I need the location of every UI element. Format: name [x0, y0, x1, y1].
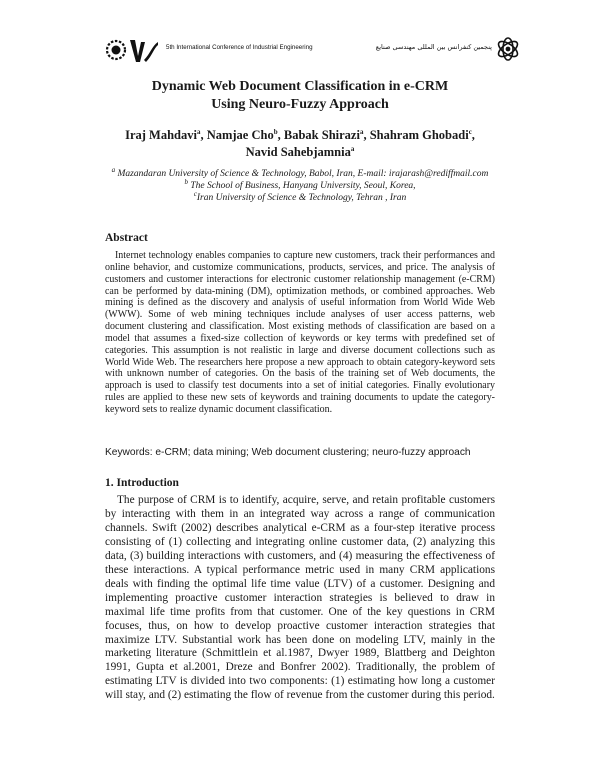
affiliation-a: $^a$ Mazandaran University of Science & Technology, Babol, Iran, E-mail: irajarash@rediffmail.com	[111, 165, 489, 179]
paper-title-line-1: Dynamic Web Document Classification in e-CRM	[151, 79, 449, 94]
conference-logo-icon	[104, 36, 160, 64]
author-name: Namjae Cho	[206, 128, 274, 142]
author-name: Navid Sahebjamnia	[245, 145, 351, 159]
author-name: Babak Shirazi	[283, 128, 360, 142]
author-name: Shahram Ghobadi	[369, 128, 469, 142]
abstract-heading: Abstract	[105, 232, 148, 244]
paper-title-line-2: Using Neuro-Fuzzy Approach	[211, 97, 389, 112]
affiliation-b: $^b$ The School of Business, Hanyang University, Seoul, Korea,	[184, 177, 416, 191]
author-affiliation-mark: a	[359, 127, 364, 136]
authors-line-2	[0, 144, 600, 160]
author-affiliation-mark: b	[273, 127, 278, 136]
conference-header	[100, 34, 522, 66]
author-affiliation-mark: a	[196, 127, 201, 136]
introduction-heading: 1. Introduction	[105, 477, 179, 489]
keywords-line: Keywords: e-CRM; data mining; Web document clustering; neuro-fuzzy approach	[105, 447, 471, 458]
author-name: Iraj Mahdavi	[125, 128, 197, 142]
university-seal-icon	[494, 34, 522, 64]
author-affiliation-mark: a	[350, 144, 355, 153]
conference-name-english: 5th International Conference of Industrial Engineering	[166, 44, 313, 51]
affiliation-c: $^c$Iran University of Science & Technology, Tehran , Iran	[193, 189, 407, 203]
abstract-body: Internet technology enables companies to capture new customers, track their performances and online behavior, and customize communications, products, services, and price. The analysis of customers and customer interactions for electronic customer relationship management (e-CRM) can be performed by data-mining (DM), optimization methods, or combined approaches. Web mining is defined as the discovery and analysis of useful information from World Wide Web (WWW). Some of web mining techniques include analyses of user access patterns, web document clustering and classification. Most existing methods of classification are based on a model that assumes a fixed-size collection of keywords or key terms with predefined set of categories. This assumption is not realistic in large and diverse document collections such as World Wide Web. The researchers here propose a new approach to obtain category-keyword sets with unknown number of categories. On the basis of the training set of Web documents, the approach is used to classify test documents into a set of initial categories. Finally evolutionary rules are applied to these new sets of keywords and training documents to update the category-keyword sets to realize dynamic document classification.	[105, 250, 495, 415]
conference-name-persian: پنجمین کنفرانس بین المللی مهندسی صنایع	[375, 43, 492, 51]
author-affiliation-mark: c	[468, 127, 472, 136]
authors-line-1: Iraj Mahdavi$^a$, Namjae Cho$^b$, Babak Shirazi$^a$, Shahram Ghobadi$^c$,	[125, 127, 475, 142]
introduction-body: The purpose of CRM is to identify, acquire, serve, and retain profitable customers by interacting with them in an integrated way across a range of communication channels. Swift (2002) describes analytical e-CRM as a four-step iterative process consisting of (1) collecting and integrating online customer data, (2) analyzing this data, (3) building interactions with customers, and (4) measuring the effectiveness of these interactions. A typical performance metric used in many CRM applications deals with finding the optimal life time value (LTV) of a customer. Designing and implementing proactive customer interaction strategies is believed to draw in maximal life time profits from that customer. One of the key questions in CRM focuses, thus, on how to develop proactive customer interaction strategies that maximize LTV. Substantial work has been done on modeling LTV, mainly in the marketing literature (Schmittlein et al.1987, Dwyer 1989, Blattberg and Deighton 1991, Gupta et al.2001, Dreze and Bonfrer 2002). Traditionally, the problem of estimating LTV is divided into two components: (1) estimating how long a customer will stay, and (2) estimating the flow of revenue from the customer during this period.	[105, 494, 495, 702]
